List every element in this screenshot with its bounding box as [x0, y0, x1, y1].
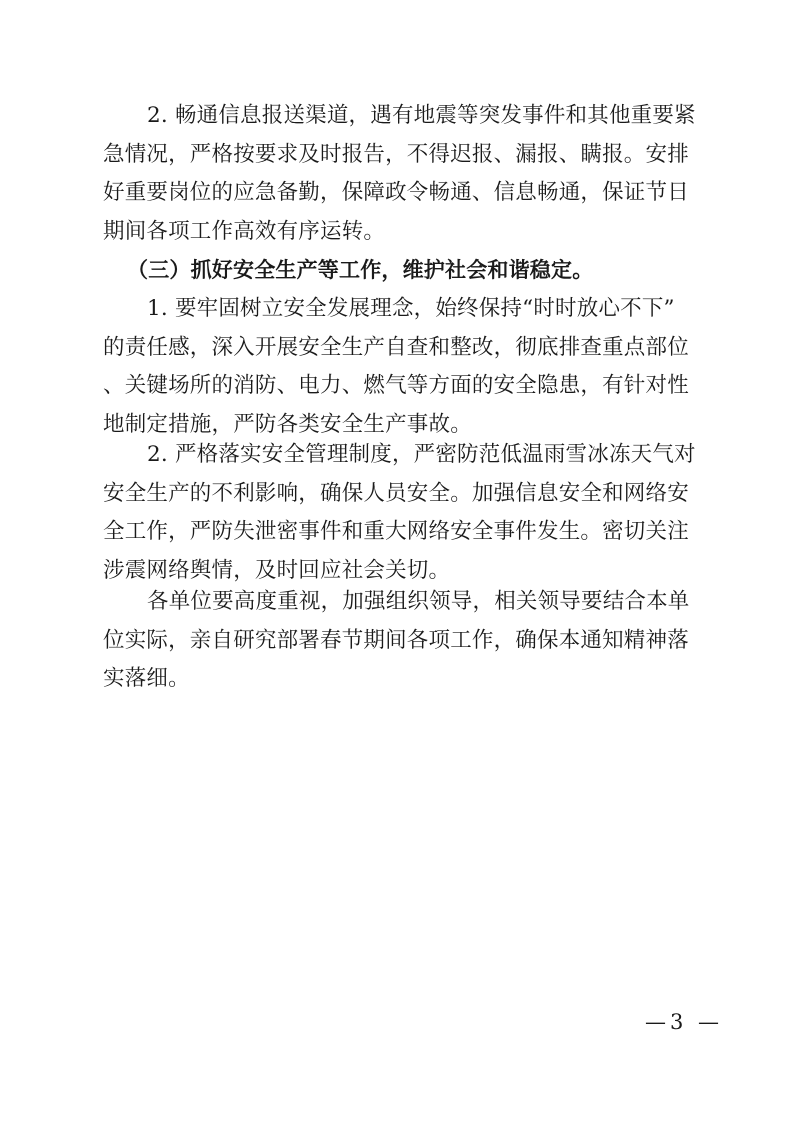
paragraph-line: 位实际，亲自研究部署春节期间各项工作，确保本通知精神落	[103, 627, 689, 653]
paragraph-line: 急情况，严格按要求及时报告，不得迟报、漏报、瞒报。安排	[103, 141, 689, 167]
heading-line: （三）抓好安全生产等工作，维护社会和谐稳定。	[127, 258, 594, 282]
paragraph-line: 1. 要牢固树立安全发展理念，始终保持“时时放心不下”	[147, 296, 675, 321]
paragraph-line: 2. 严格落实安全管理制度，严密防范低温雨雪冰冻天气对	[147, 442, 696, 467]
paragraph-line: 好重要岗位的应急备勤，保障政令畅通、信息畅通，保证节日	[103, 180, 689, 205]
paragraph-line: 实落细。	[103, 666, 190, 691]
paragraph-safety-concept	[103, 290, 703, 444]
paragraph-line: 涉震网络舆情，及时回应社会关切。	[103, 557, 451, 583]
paragraph-line: 全工作，严防失泄密事件和重大网络安全事件发生。密切关注	[103, 519, 689, 544]
paragraph-info-reporting	[103, 97, 703, 251]
paragraph-line: 地制定措施，严防各类安全生产事故。	[103, 411, 472, 437]
paragraph-line: 各单位要高度重视，加强组织领导，相关领导要结合本单	[147, 589, 690, 614]
paragraph-line: 安全生产的不利影响，确保人员安全。加强信息安全和网络安	[103, 480, 689, 506]
paragraph-line: 期间各项工作高效有序运转。	[103, 218, 386, 244]
section-heading-safety	[103, 251, 703, 290]
paragraph-line: 、关键场所的消防、电力、燃气等方面的安全隐患，有针对性	[103, 373, 689, 398]
page-number: —3 —	[645, 1010, 724, 1034]
paragraph-line: 的责任感，深入开展安全生产自查和整改，彻底排查重点部位	[103, 334, 689, 360]
paragraph-line: 2. 畅通信息报送渠道，遇有地震等突发事件和其他重要紧	[147, 103, 696, 128]
paragraph-safety-management	[103, 436, 703, 590]
paragraph-closing	[103, 583, 703, 699]
